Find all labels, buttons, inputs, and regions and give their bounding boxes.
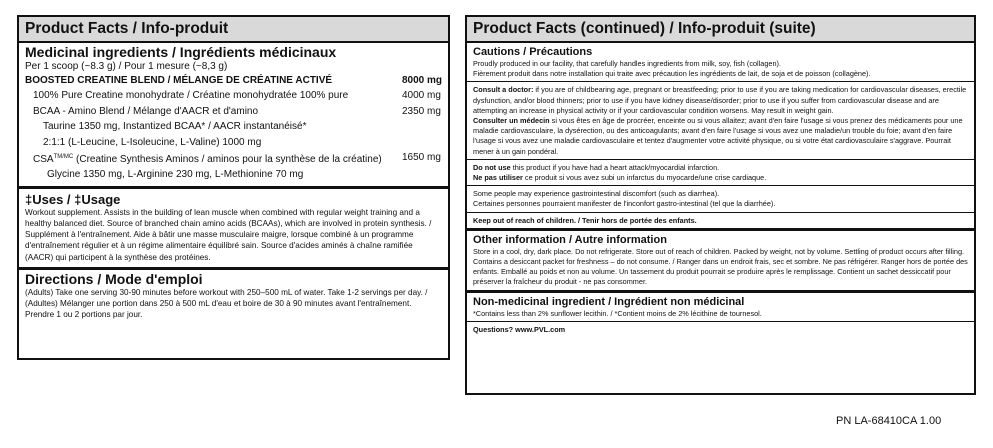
ingredient-row xyxy=(19,73,448,88)
uses-section xyxy=(19,189,448,267)
ingredient-row xyxy=(19,119,448,134)
ingredient-name: BCAA - Amino Blend / Mélange d'AACR et d'amino xyxy=(33,105,259,117)
directions-title: Directions / Mode d'emploi xyxy=(25,270,203,287)
questions-block xyxy=(467,322,974,337)
facility-notice-en: Proudly produced in our facility, that carefully handles ingredients from milk, soy, fish (collagen). xyxy=(473,59,781,68)
part-number: PN LA-68410CA 1.00 xyxy=(836,415,942,427)
ingredient-amount: 4000 mg xyxy=(402,90,441,102)
other-information-section xyxy=(467,231,974,290)
consult-doctor-en: Consult a doctor: if you are of childbearing age, pregnant or breastfeeding; prior to use if you are taking medication for cardiovascular diseases, erectile dysfunction, and/or blood thinners; prior to use if you have kidney disease/disorder; prior to use if you suffer from cardiovascular disease and are attempting an increase in physical activity or if your cardiovascular condition worsens. May result in weight gain. xyxy=(473,85,967,115)
consult-doctor-block xyxy=(467,82,974,158)
non-medicinal-title: Non-medicinal ingredient / Ingrédient non médicinal xyxy=(473,295,745,308)
do-not-use-block xyxy=(467,160,974,185)
non-medicinal-section xyxy=(467,293,974,321)
product-facts-continued-header: Product Facts (continued) / Info-produit (suite) xyxy=(467,17,974,43)
ingredient-amount: 8000 mg xyxy=(402,75,443,86)
questions-contact: Questions? www.PVL.com xyxy=(473,324,566,334)
cautions-section xyxy=(467,43,974,81)
medicinal-ingredients-section xyxy=(19,43,448,186)
medicinal-ingredients-title: Medicinal ingredients / Ingrédients médicinaux xyxy=(25,44,337,60)
ingredient-name: 2:1:1 (L-Leucine, L-Isoleucine, L-Valine) 1000 mg xyxy=(43,136,262,148)
ingredient-name: BOOSTED CREATINE BLEND / MÉLANGE DE CRÉATINE ACTIVÉ xyxy=(25,75,333,86)
uses-title: ‡Uses / ‡Usage xyxy=(25,191,121,207)
trademark-mark: TM/MC xyxy=(53,154,74,161)
gi-discomfort-fr: Certaines personnes pourraient manifester de l'inconfort gastro-intestinal (tel que la diarrhée). xyxy=(473,199,776,209)
uses-text: Workout supplement. Assists in the building of lean muscle when combined with regular weight training and a healthy balanced diet. Source of branched chain amino acids (BCAAs), which are involved in protein synthesis. / Supplément à l'entraînement. Aide à bâtir une masse musculaire maigre, lorsque combiné à un programme d'entraînement régulier et à un régime alimentaire équilibré sain. Source d'acides aminés à chaîne ramifiée (AACR) qui participent à la synthèse des protéines. xyxy=(25,207,432,262)
non-medicinal-text: *Contains less than 2% sunflower lecithin. / *Contient moins de 2% lécithine de tournesol. xyxy=(473,308,762,318)
directions-text: (Adults) Take one serving 30-90 minutes before workout with 250–500 mL of water. Take 1-2 servings per day. / (Adultes) Mélanger une portion dans 250 à 500 mL d'eau et boire de 30 à 90 minutes avant l'entraînement. Prendre 1 ou 2 portions par jour. xyxy=(25,287,428,320)
ingredient-name: 100% Pure Creatine monohydrate / Créatine monohydratée 100% pure xyxy=(33,90,349,102)
ingredient-amount: 1650 mg xyxy=(402,152,441,164)
serving-size: Per 1 scoop (~8.3 g) / Pour 1 mesure (~8,3 g) xyxy=(25,61,228,72)
ingredient-row xyxy=(19,104,448,119)
keep-out-block xyxy=(467,213,974,228)
keep-out-of-reach: Keep out of reach of children. / Tenir hors de portée des enfants. xyxy=(473,215,697,225)
ingredient-row xyxy=(19,135,448,150)
cautions-title: Cautions / Précautions xyxy=(473,46,593,58)
ingredient-name: Glycine 1350 mg, L-Arginine 230 mg, L-Methionine 70 mg xyxy=(47,169,304,181)
do-not-use-en: Do not use this product if you have had a heart attack/myocardial infarction. xyxy=(473,162,720,172)
other-information-text: Store in a cool, dry, dark place. Do not refrigerate. Store out of reach of children. Packed by weight, not by volume. Settling of product occurs after filling. Contains a desiccant packet for freshness – do not consume. / Ranger dans un endroit frais, sec et sombre. Ne pas réfrigérer. Ranger hors de portée des enfants. Emballé au poids et non au volume. Un tassement du produit pourrait se produire après le remplissage. Contient un sachet dessiccatif pour préserver la fraîcheur du produit - ne pas consommer. xyxy=(473,246,968,287)
ingredient-row xyxy=(19,88,448,103)
product-facts-continued-panel xyxy=(465,15,976,395)
product-facts-header: Product Facts / Info-produit xyxy=(19,17,448,43)
do-not-use-fr: Ne pas utiliser ce produit si vous avez subi un infarctus du myocarde/une crise cardiaque. xyxy=(473,173,767,183)
gi-discomfort-block xyxy=(467,186,974,211)
ingredient-name: Taurine 1350 mg, Instantized BCAA* / AACR instantanéisé* xyxy=(43,121,307,133)
other-information-title: Other information / Autre information xyxy=(473,233,667,246)
facility-notice-fr: Fièrement produit dans notre installation qui traite avec précaution les ingrédients de lait, de soja et de poisson (collagène). xyxy=(473,69,871,79)
ingredient-name: $CSA^{TM/MC}$ (Creatine Synthesis Aminos / aminos pour la synthèse de la créatine) xyxy=(33,154,382,166)
gi-discomfort-en: Some people may experience gastrointestinal discomfort (such as diarrhea). xyxy=(473,189,720,199)
ingredient-amount: 2350 mg xyxy=(402,105,441,117)
ingredient-row xyxy=(19,167,448,182)
ingredient-row xyxy=(19,150,448,167)
consult-doctor-fr: Consulter un médecin si vous êtes en âge de procréer, enceinte ou si vous allaitez; avant d'en faire l'usage si vous prenez des médicaments pour une maladie cardiovasculaire, la dysérection, ou des anticoagulants; avant d'en faire l'usage si vous avez une maladie/un trouble du foie; avant d'en faire l'usage si vous avez une maladie cardiovasculaire et tentez d'augmenter votre activité physique, ou si votre état cardiovasculaire s'aggrave. Pourrait mener à un gain pondéral. xyxy=(473,116,963,156)
directions-section xyxy=(19,270,448,321)
product-facts-panel xyxy=(17,15,450,360)
